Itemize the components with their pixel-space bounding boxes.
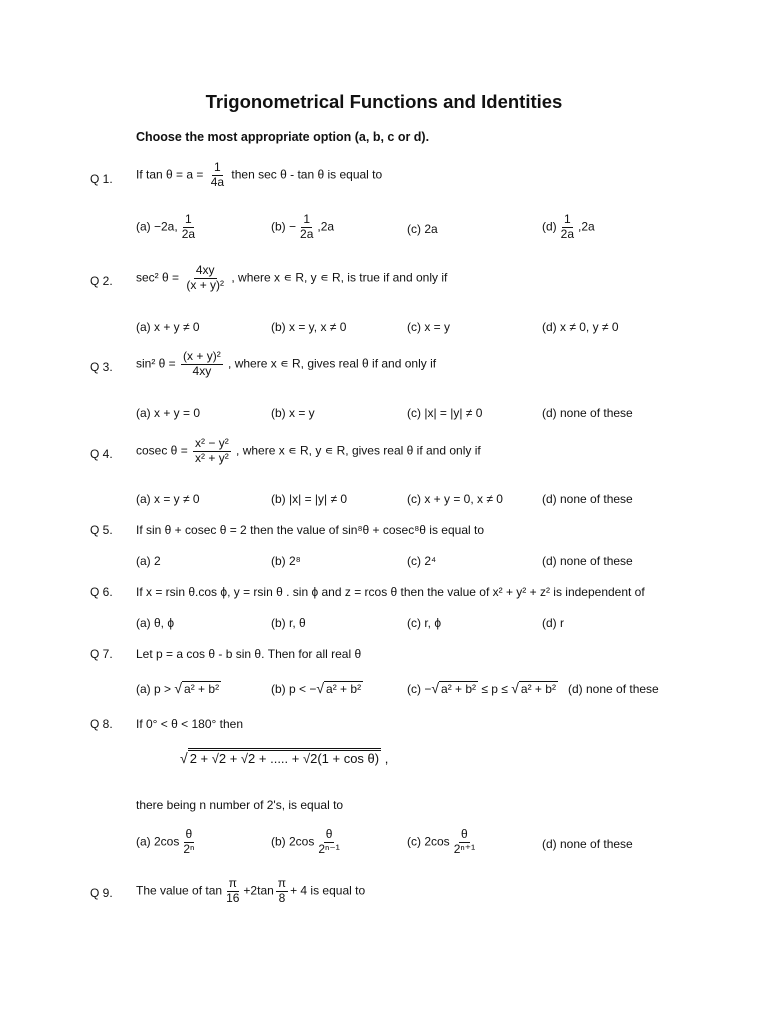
page-title: Trigonometrical Functions and Identities <box>205 91 563 112</box>
option-fraction <box>452 828 477 857</box>
option-tail: ,2a <box>317 219 335 234</box>
option-tail: ,2a <box>578 219 595 234</box>
option-label: (a) −2a, <box>136 219 178 234</box>
option-fraction <box>180 213 197 242</box>
option-b[interactable]: (b) x = y, x ≠ 0 <box>271 320 347 334</box>
q2-fraction <box>184 264 226 293</box>
fraction-numerator: π <box>228 876 237 890</box>
question-number: Q 7. <box>90 647 113 661</box>
q3-pre: sin² θ = <box>136 356 180 371</box>
fraction-numerator: (x + y)² <box>183 349 221 363</box>
option-label: (c) − <box>407 682 432 696</box>
option-d[interactable]: (d) r <box>542 616 564 630</box>
q3-fraction <box>181 350 223 379</box>
radicand: a² + b² <box>441 682 477 696</box>
question-number: Q 3. <box>90 360 113 374</box>
q4-post: , where x ∊ R, y ∊ R, gives real θ if and only if <box>232 443 481 458</box>
q1-post: then sec θ - tan θ is equal to <box>228 167 383 182</box>
q9-fraction-2 <box>276 877 288 906</box>
option-b[interactable] <box>271 680 363 696</box>
q3-post: , where x ∊ R, gives real θ if and only if <box>224 356 437 371</box>
q9-pre: The value of tan <box>136 883 223 898</box>
option-a[interactable] <box>136 680 221 696</box>
q1-fraction <box>209 161 226 190</box>
fraction-denominator: 8 <box>278 890 286 905</box>
option-b[interactable]: (b) r, θ <box>271 616 306 630</box>
fraction-denominator: 2ⁿ⁻¹ <box>318 841 340 856</box>
fraction-denominator: 2ⁿ⁺¹ <box>453 841 476 856</box>
question-2-text <box>136 264 447 293</box>
option-c[interactable]: (c) |x| = |y| ≠ 0 <box>407 406 483 420</box>
option-label: (a) p > <box>136 682 175 696</box>
fraction-numerator: θ <box>185 827 193 841</box>
option-a[interactable]: (a) x + y ≠ 0 <box>136 320 200 334</box>
q9-post: + 4 is equal to <box>290 883 366 898</box>
question-number: Q 1. <box>90 172 113 186</box>
root-sign: √ <box>431 680 440 696</box>
root-sign: √ <box>511 680 519 696</box>
option-b[interactable] <box>271 828 344 857</box>
fraction-denominator: 4xy <box>192 363 212 378</box>
fraction-numerator: 1 <box>564 212 571 226</box>
root-sign: √ <box>174 680 183 696</box>
option-c[interactable]: (c) 2a <box>407 222 438 236</box>
option-a[interactable]: (a) 2 <box>136 554 161 568</box>
q4-fraction <box>193 437 231 466</box>
root-sign: √ <box>316 680 325 696</box>
instruction: Choose the most appropriate option (a, b, c or d). <box>136 130 430 144</box>
option-label: (b) 2cos <box>271 834 315 849</box>
root-sign: √ <box>180 750 188 766</box>
fraction-numerator: π <box>277 876 287 890</box>
option-c[interactable]: (c) x = y <box>407 320 451 334</box>
option-b[interactable] <box>271 213 334 242</box>
option-c[interactable]: (c) x + y = 0, x ≠ 0 <box>407 492 503 506</box>
fraction-numerator: θ <box>325 827 333 841</box>
question-8-text-2: there being n number of 2's, is equal to <box>136 798 344 812</box>
option-d[interactable]: (d) none of these <box>542 492 633 506</box>
fraction-numerator: θ <box>461 827 468 841</box>
q2-pre: sec² θ = <box>136 270 183 285</box>
question-9-text <box>136 877 365 906</box>
option-d[interactable]: (d) none of these <box>542 837 633 851</box>
q1-pre: If tan θ = a = <box>136 167 207 182</box>
radicand: a² + b² <box>326 682 362 696</box>
fraction-denominator: 2a <box>181 226 196 241</box>
option-d[interactable]: (d) x ≠ 0, y ≠ 0 <box>542 320 619 334</box>
question-6-text: If x = rsin θ.cos ϕ, y = rsin θ . sin ϕ and z = rcos θ then the value of x² + y² + z² is independent of <box>136 585 645 599</box>
option-label: (d) <box>542 219 557 234</box>
fraction-numerator: 1 <box>303 212 311 226</box>
option-d[interactable] <box>542 213 595 242</box>
option-b[interactable]: (b) |x| = |y| ≠ 0 <box>271 492 348 506</box>
option-fraction <box>181 828 196 857</box>
question-number: Q 4. <box>90 447 113 461</box>
option-label: (b) − <box>271 219 297 234</box>
q9-fraction-1 <box>224 877 241 906</box>
fraction-denominator: 4a <box>210 174 225 189</box>
question-8-text: If 0° < θ < 180° then <box>136 717 244 731</box>
fraction-denominator: 16 <box>226 890 240 905</box>
q2-post: , where x ∊ R, y ∊ R, is true if and only if <box>228 270 448 285</box>
option-c[interactable]: (c) r, ϕ <box>407 616 442 630</box>
option-a[interactable]: (a) θ, ϕ <box>136 616 175 630</box>
option-d[interactable]: (d) none of these <box>542 406 633 420</box>
fraction-denominator: 2a <box>560 226 575 241</box>
option-a[interactable] <box>136 213 199 242</box>
option-label: (a) 2cos <box>136 834 180 849</box>
question-number: Q 9. <box>90 886 113 900</box>
question-1-text <box>136 161 382 190</box>
fraction-numerator: 1 <box>214 160 221 174</box>
question-4-text <box>136 437 481 466</box>
nested-tail: , <box>381 751 389 766</box>
option-a[interactable] <box>136 828 198 857</box>
question-3-text <box>136 350 436 379</box>
fraction-denominator: x² + y² <box>195 450 229 465</box>
question-number: Q 8. <box>90 717 113 731</box>
option-b[interactable]: (b) 2⁸ <box>271 554 301 568</box>
option-c[interactable]: (c) 2⁴ <box>407 554 437 568</box>
question-7-text: Let p = a cos θ - b sin θ. Then for all real θ <box>136 647 362 661</box>
option-label: (c) 2cos <box>407 834 450 849</box>
option-label: (b) p < − <box>271 682 317 696</box>
option-c[interactable] <box>407 680 558 696</box>
fraction-numerator: x² − y² <box>195 436 229 450</box>
question-5-text: If sin θ + cosec θ = 2 then the value of sin⁸θ + cosec⁸θ is equal to <box>136 523 485 537</box>
option-a[interactable]: (a) x = y ≠ 0 <box>136 492 200 506</box>
q9-mid: +2tan <box>243 883 274 898</box>
question-number: Q 6. <box>90 585 113 599</box>
fraction-denominator: (x + y)² <box>186 277 225 292</box>
radicand: a² + b² <box>520 682 556 696</box>
option-d[interactable]: (d) none of these <box>542 554 633 568</box>
fraction-numerator: 1 <box>185 212 192 226</box>
option-fraction <box>316 828 341 857</box>
nested-radical <box>180 748 388 766</box>
option-b[interactable]: (b) x = y <box>271 406 315 420</box>
option-fraction <box>559 213 576 242</box>
question-number: Q 2. <box>90 274 113 288</box>
q4-pre: cosec θ = <box>136 443 192 458</box>
fraction-numerator: 4xy <box>195 263 215 277</box>
option-fraction <box>298 213 315 242</box>
fraction-denominator: 2a <box>300 226 314 241</box>
option-a[interactable]: (a) x + y = 0 <box>136 406 201 420</box>
nested-radicand: 2 + √2 + √2 + ..... + √2(1 + cos θ) <box>188 748 381 766</box>
option-c[interactable] <box>407 828 479 857</box>
radicand: a² + b² <box>184 682 220 696</box>
inequality: ≤ p ≤ <box>478 682 512 696</box>
option-d[interactable]: (d) none of these <box>568 682 659 696</box>
fraction-denominator: 2ⁿ <box>183 841 195 856</box>
question-number: Q 5. <box>90 523 113 537</box>
